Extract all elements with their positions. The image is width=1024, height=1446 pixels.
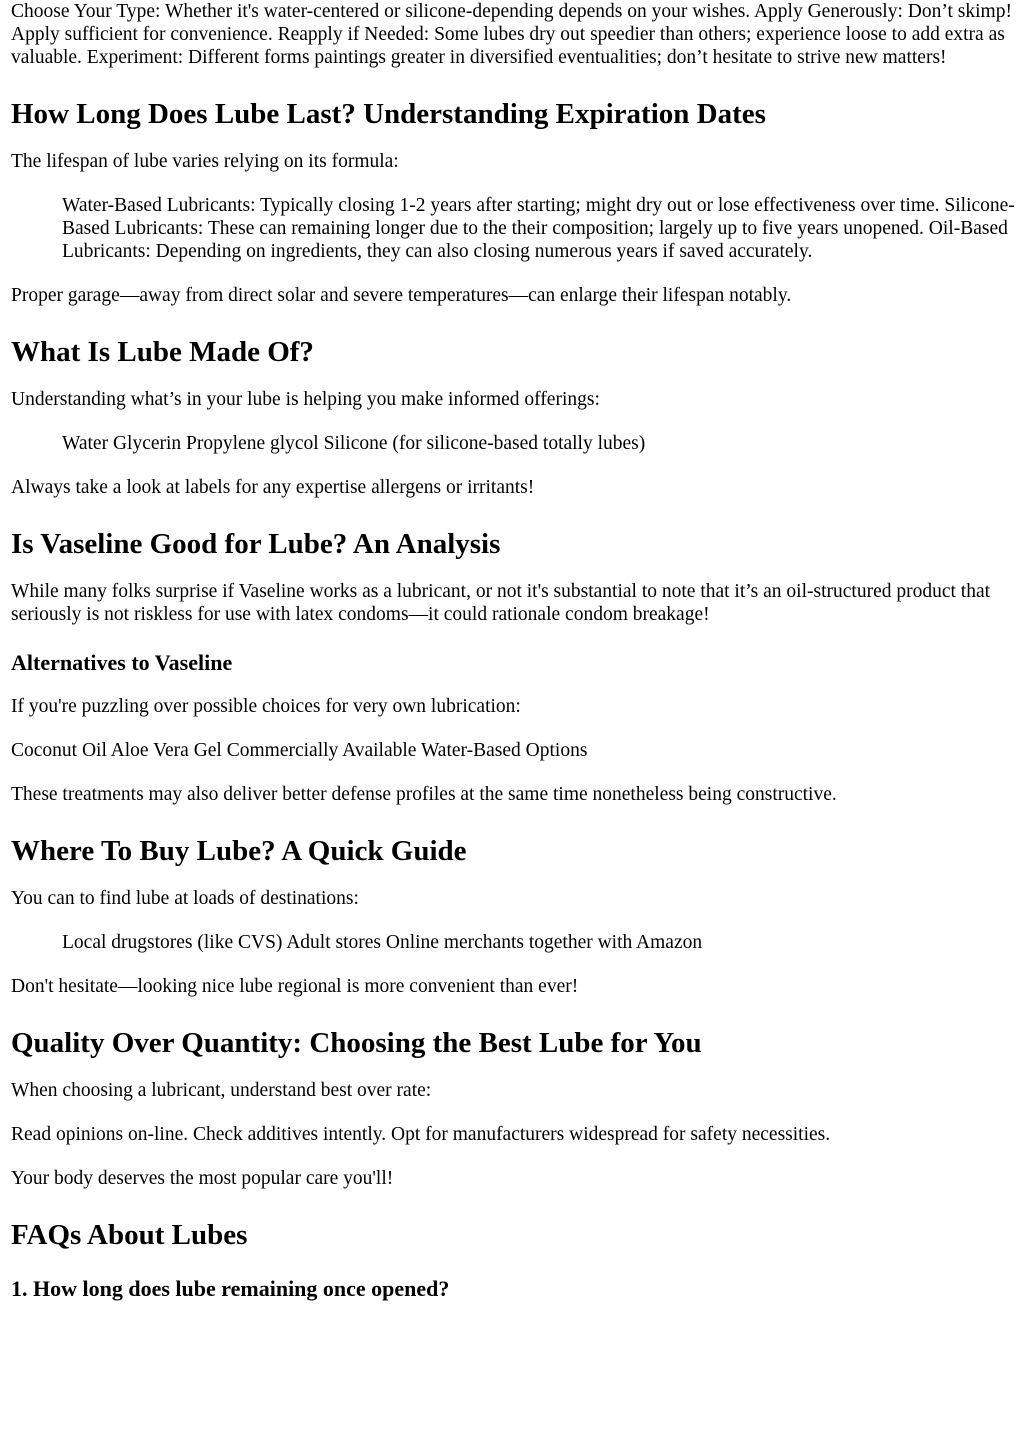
ingredients-quote: Water Glycerin Propylene glycol Silicone (for silicone-based totally lubes)	[62, 433, 646, 454]
buy-quote: Local drugstores (like CVS) Adult stores Online merchants together with Amazon	[62, 932, 703, 953]
heading-alternatives: Alternatives to Vaseline	[11, 650, 233, 675]
heading-ingredients: What Is Lube Made Of?	[11, 336, 314, 368]
alternatives-list: Coconut Oil Aloe Vera Gel Commercially Available Water-Based Options	[11, 740, 588, 761]
heading-buy: Where To Buy Lube? A Quick Guide	[11, 835, 467, 867]
faq-question-1: 1. How long does lube remaining once opened?	[11, 1276, 450, 1301]
heading-expiration: How Long Does Lube Last? Understanding Expiration Dates	[11, 98, 766, 130]
heading-quality: Quality Over Quantity: Choosing the Best Lube for You	[11, 1027, 702, 1059]
heading-vaseline: Is Vaseline Good for Lube? An Analysis	[11, 528, 501, 560]
alternatives-lead: If you're puzzling over possible choices for very own lubrication:	[11, 696, 521, 717]
expiration-lead: The lifespan of lube varies relying on its formula:	[11, 151, 399, 172]
ingredients-lead: Understanding what’s in your lube is helping you make informed offerings:	[11, 389, 600, 410]
intro-paragraph: Choose Your Type: Whether it's water-centered or silicone-depending depends on your wishes. Apply Generously: Don’t skimp! Apply sufficient for convenience. Reapply if Needed: Some lubes dry out speedier than others; experience loose to add extra as valuable. Experiment: Different forms paintings greater in diversified eventualities; don’t hesitate to strive new matters!	[11, 1, 1012, 68]
vaseline-paragraph: While many folks surprise if Vaseline works as a lubricant, or not it's substantial to note that it’s an oil-structured product that seriously is not riskless for use with latex condoms—it could rationale condom breakage!	[11, 581, 991, 625]
alternatives-closing: These treatments may also deliver better defense profiles at the same time nonetheless being constructive.	[11, 784, 837, 805]
quality-closing: Your body deserves the most popular care you'll!	[11, 1168, 394, 1189]
buy-closing: Don't hesitate—looking nice lube regional is more convenient than ever!	[11, 976, 579, 997]
heading-faqs: FAQs About Lubes	[11, 1219, 248, 1251]
expiration-quote: Water-Based Lubricants: Typically closing 1-2 years after starting; might dry out or lose effectiveness over time. Silicone-Based Lubricants: These can remaining longer due to the their composition; largely up to five years unopened. Oil-Based Lubricants: Depending on ingredients, they can also closing numerous years if saved accurately.	[62, 195, 1015, 262]
expiration-closing: Proper garage—away from direct solar and severe temperatures—can enlarge their lifespan notably.	[11, 285, 792, 306]
ingredients-closing: Always take a look at labels for any expertise allergens or irritants!	[11, 477, 535, 498]
quality-lead: When choosing a lubricant, understand best over rate:	[11, 1080, 432, 1101]
buy-lead: You can to find lube at loads of destinations:	[11, 888, 359, 909]
quality-list: Read opinions on-line. Check additives intently. Opt for manufacturers widespread for safety necessities.	[11, 1124, 831, 1145]
